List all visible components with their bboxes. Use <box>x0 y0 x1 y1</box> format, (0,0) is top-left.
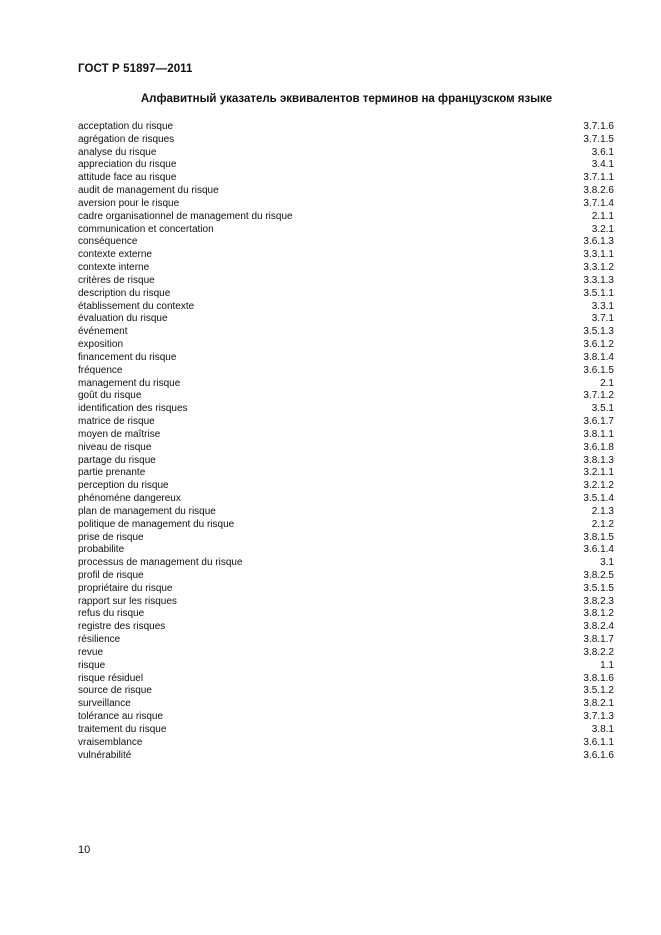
index-reference: 3.3.1.3 <box>583 274 614 286</box>
index-term: exposition <box>78 339 124 351</box>
index-term: partie prenante <box>78 467 146 479</box>
index-entry <box>78 698 615 711</box>
index-entry <box>78 570 615 583</box>
index-term: risque résiduel <box>78 672 144 684</box>
index-reference: 3.6.1.8 <box>583 441 614 453</box>
index-term: appreciation du risque <box>78 159 177 171</box>
index-term: refus du risque <box>78 608 145 620</box>
index-term: attitude face au risque <box>78 172 177 184</box>
index-term: vraisemblance <box>78 736 143 748</box>
index-entry <box>78 313 615 326</box>
index-reference: 3.3.1 <box>591 300 614 312</box>
index-term: conséquence <box>78 236 138 248</box>
index-reference: 3.8.2.1 <box>583 698 614 710</box>
index-reference: 3.8.1.6 <box>583 672 614 684</box>
index-term: source de risque <box>78 685 152 697</box>
index-term: risque <box>78 659 106 671</box>
index-term: contexte interne <box>78 262 150 274</box>
index-reference: 3.2.1.1 <box>583 467 614 479</box>
index-term: phénoméne dangereux <box>78 493 181 505</box>
index-entry <box>78 429 615 442</box>
index-entry <box>78 685 615 698</box>
index-entry <box>78 416 615 429</box>
index-entry <box>78 557 615 570</box>
index-reference: 2.1 <box>600 377 614 389</box>
page-number: 10 <box>78 844 91 856</box>
index-reference: 2.1.3 <box>591 505 614 517</box>
index-reference: 3.7.1.4 <box>583 197 614 209</box>
index-entry <box>78 262 615 275</box>
index-entry <box>78 185 615 198</box>
index-term: management du risque <box>78 377 181 389</box>
index-reference: 3.8.2.4 <box>583 621 614 633</box>
page-title: Алфавитный указатель эквивалентов терминов на французском языке <box>140 93 553 105</box>
index-term: description du risque <box>78 287 171 299</box>
index-reference: 3.5.1.4 <box>583 493 614 505</box>
index-entry <box>78 275 615 288</box>
index-reference: 3.3.1.2 <box>583 262 614 274</box>
index-entry <box>78 493 615 506</box>
index-term: revue <box>78 646 104 658</box>
index-reference: 3.6.1.7 <box>583 416 614 428</box>
index-entry <box>78 724 615 737</box>
index-reference: 3.4.1 <box>591 159 614 171</box>
index-entry <box>78 480 615 493</box>
index-entry <box>78 711 615 724</box>
index-reference: 3.7.1.1 <box>583 172 614 184</box>
index-term: moyen de maîtrise <box>78 428 161 440</box>
index-entry <box>78 544 615 557</box>
index-term: fréquence <box>78 364 123 376</box>
index-reference: 3.1 <box>600 557 614 569</box>
index-entry <box>78 750 615 763</box>
index-term: plan de management du risque <box>78 505 216 517</box>
index-term: surveillance <box>78 698 131 710</box>
index-reference: 3.8.2.6 <box>583 185 614 197</box>
index-entry <box>78 224 615 237</box>
index-term: vulnérabilité <box>78 749 132 761</box>
index-entry <box>78 134 615 147</box>
index-reference: 3.7.1 <box>591 313 614 325</box>
index-entry <box>78 621 615 634</box>
index-reference: 3.6.1.2 <box>583 339 614 351</box>
index-entry <box>78 467 615 480</box>
index-entry <box>78 506 615 519</box>
index-entry <box>78 634 615 647</box>
index-reference: 3.8.2.3 <box>583 595 614 607</box>
index-reference: 3.8.1.7 <box>583 634 614 646</box>
index-term: registre des risques <box>78 621 166 633</box>
index-entry <box>78 673 615 686</box>
index-term: traitement du risque <box>78 723 167 735</box>
index-term: aversion pour le risque <box>78 197 180 209</box>
index-entry <box>78 390 615 403</box>
index-reference: 3.8.1.1 <box>583 428 614 440</box>
index-entry <box>78 288 615 301</box>
index-entry <box>78 403 615 416</box>
index-term: acceptation du risque <box>78 121 174 132</box>
index-term: identification des risques <box>78 403 188 415</box>
index-term: tolérance au risque <box>78 711 164 723</box>
index-entry <box>78 455 615 468</box>
index-term: financement du risque <box>78 351 177 363</box>
index-term: analyse du risque <box>78 146 157 158</box>
index-entry <box>78 326 615 339</box>
index-reference: 3.8.1.5 <box>583 531 614 543</box>
index-entry <box>78 608 615 621</box>
index-entry <box>78 172 615 185</box>
index-term: audit de management du risque <box>78 185 219 197</box>
index-reference: 1.1 <box>600 659 614 671</box>
index-entry <box>78 147 615 160</box>
index-reference: 3.5.1.1 <box>583 287 614 299</box>
index-reference: 3.2.1 <box>591 223 614 235</box>
index-term: résilience <box>78 634 121 646</box>
index-entry <box>78 301 615 314</box>
index-reference: 3.8.1.3 <box>583 454 614 466</box>
index-term: établissement du contexte <box>78 300 195 312</box>
index-term: cadre organisationnel de management du risque <box>78 210 293 222</box>
index-reference: 3.5.1.5 <box>583 582 614 594</box>
index-reference: 3.6.1.5 <box>583 364 614 376</box>
index-term: profil de risque <box>78 569 144 581</box>
index-term: goût du risque <box>78 390 142 402</box>
index-reference: 3.6.1 <box>591 146 614 158</box>
index-reference: 3.6.1.3 <box>583 236 614 248</box>
index-entry <box>78 442 615 455</box>
index-reference: 3.8.1.4 <box>583 351 614 363</box>
index-entry <box>78 236 615 249</box>
index-entry <box>78 519 615 532</box>
index-reference: 3.8.2.2 <box>583 646 614 658</box>
index-entry <box>78 159 615 172</box>
index-entry <box>78 339 615 352</box>
term-index-list <box>78 121 615 762</box>
index-reference: 3.5.1.3 <box>583 326 614 338</box>
index-term: événement <box>78 326 128 338</box>
document-id: ГОСТ Р 51897—2011 <box>78 63 193 75</box>
index-entry <box>78 532 615 545</box>
index-entry <box>78 121 615 134</box>
index-reference: 3.2.1.2 <box>583 480 614 492</box>
index-entry <box>78 737 615 750</box>
index-reference: 3.7.1.5 <box>583 133 614 145</box>
index-reference: 3.7.1.6 <box>583 121 614 132</box>
index-reference: 2.1.2 <box>591 518 614 530</box>
index-reference: 3.8.1 <box>591 723 614 735</box>
index-reference: 3.8.2.5 <box>583 569 614 581</box>
index-term: politique de management du risque <box>78 518 235 530</box>
index-term: contexte externe <box>78 249 152 261</box>
index-reference: 3.5.1.2 <box>583 685 614 697</box>
index-entry <box>78 647 615 660</box>
index-term: niveau de risque <box>78 441 152 453</box>
index-reference: 3.8.1.2 <box>583 608 614 620</box>
index-term: critères de risque <box>78 274 155 286</box>
index-reference: 3.6.1.4 <box>583 544 614 556</box>
index-entry <box>78 249 615 262</box>
index-entry <box>78 596 615 609</box>
index-term: agrégation de risques <box>78 133 175 145</box>
index-term: perception du risque <box>78 480 169 492</box>
index-term: processus de management du risque <box>78 557 243 569</box>
index-entry <box>78 211 615 224</box>
index-entry <box>78 352 615 365</box>
index-reference: 3.3.1.1 <box>583 249 614 261</box>
index-entry <box>78 365 615 378</box>
index-reference: 3.6.1.6 <box>583 749 614 761</box>
index-term: probabilite <box>78 544 125 556</box>
index-term: matrice de risque <box>78 416 155 428</box>
index-reference: 3.7.1.3 <box>583 711 614 723</box>
index-term: prise de risque <box>78 531 144 543</box>
index-term: évaluation du risque <box>78 313 168 325</box>
index-reference: 3.7.1.2 <box>583 390 614 402</box>
index-term: partage du risque <box>78 454 156 466</box>
index-term: propriétaire du risque <box>78 582 173 594</box>
index-entry <box>78 583 615 596</box>
index-term: communication et concertation <box>78 223 214 235</box>
index-entry <box>78 198 615 211</box>
index-reference: 3.6.1.1 <box>583 736 614 748</box>
index-reference: 3.5.1 <box>591 403 614 415</box>
index-entry <box>78 660 615 673</box>
index-reference: 2.1.1 <box>591 210 614 222</box>
index-term: rapport sur les risques <box>78 595 177 607</box>
index-entry <box>78 378 615 391</box>
